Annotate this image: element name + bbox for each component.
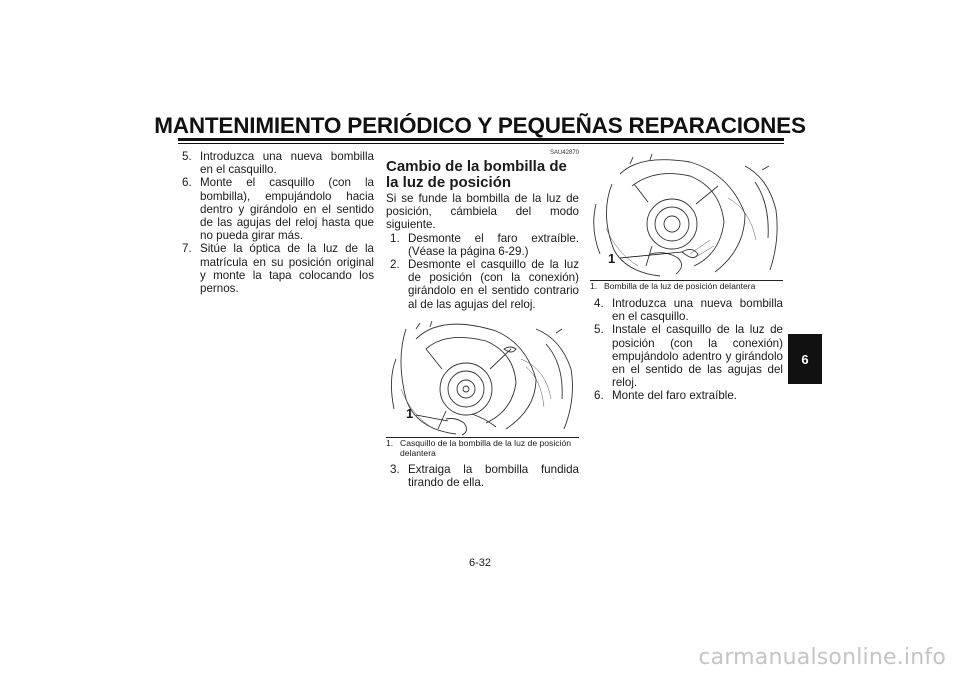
position-bulb-illustration <box>590 154 783 280</box>
section-heading: Cambio de la bombilla de la luz de posición <box>386 158 567 191</box>
header-rule <box>178 138 784 141</box>
steps-list <box>590 297 783 403</box>
section-code: SAU42870 <box>549 150 579 156</box>
callout-1: 1 <box>608 251 616 266</box>
headlight-socket-illustration <box>386 319 579 437</box>
step-item: 1. Desmonte el faro extraíble. (Véase la página 6-29.) <box>390 231 579 258</box>
figure-position-bulb <box>590 154 783 281</box>
figure-caption: 1. Casquillo de la bombilla de la luz de posición delantera <box>386 437 572 458</box>
column-1 <box>178 150 374 295</box>
step-item: 6. Monte el casquillo (con la bombilla), empujándolo hacia dentro y girándolo en el sentido de las agujas del reloj hasta que no pueda girar más. <box>182 176 374 243</box>
figure-bulb-socket <box>386 319 579 438</box>
step-item: 6. Monte del faro extraíble. <box>594 389 738 403</box>
column-2 <box>386 150 579 489</box>
figure-caption: 1. Bombilla de la luz de posición delantera <box>590 281 756 291</box>
page-title: MANTENIMIENTO PERIÓDICO Y PEQUEÑAS REPARACIONES <box>154 113 806 138</box>
step-item: 2. Desmonte el casquillo de la luz de posición (con la conexión) girándolo en el sentido contrario al de las agujas del reloj. <box>390 258 579 311</box>
step-item: 4. Introduzca una nueva bombilla en el casquillo. <box>594 297 783 324</box>
step-item: 5. Introduzca una nueva bombilla en el casquillo. <box>182 150 374 177</box>
page-number: 6-32 <box>468 557 492 569</box>
step-item: 3. Extraiga la bombilla fundida tirando de ella. <box>390 462 579 490</box>
callout-1: 1 <box>406 405 414 421</box>
watermark: carmanualsonline.info <box>698 645 946 670</box>
header-rule-thin <box>178 143 784 144</box>
step-item: 5. Instale el casquillo de la luz de posición (con la conexión) empujándolo adentro y girándolo en el sentido de las agujas del reloj. <box>594 323 783 390</box>
chapter-tab: 6 <box>788 334 822 384</box>
step-item: 7. Sitúe la óptica de la luz de la matrícula en su posición original y monte la tapa colocando los pernos. <box>182 242 374 296</box>
section-intro: Si se funde la bombilla de la luz de posición, cámbiela del modo siguiente. <box>386 192 579 232</box>
column-3 <box>590 150 783 403</box>
